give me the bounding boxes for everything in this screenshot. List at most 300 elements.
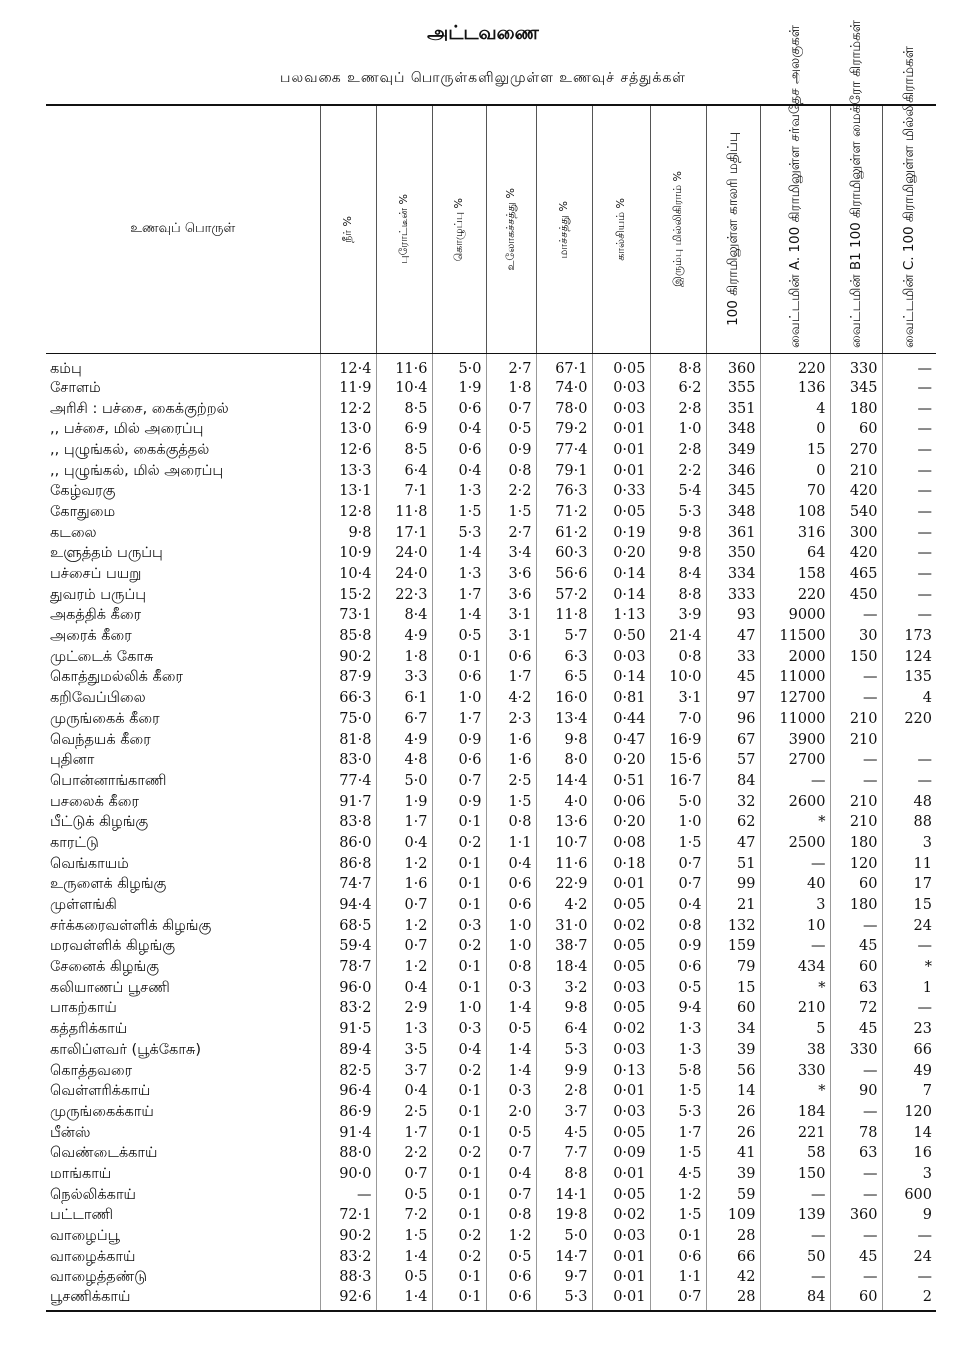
table-row xyxy=(46,998,936,1019)
value-cell: 0·1 xyxy=(432,1164,486,1185)
value-cell: 45 xyxy=(706,667,760,688)
value-cell: 16·0 xyxy=(536,688,592,709)
value-cell: 0·1 xyxy=(432,1205,486,1226)
value-cell: 18·4 xyxy=(536,957,592,978)
value-cell: 0·8 xyxy=(486,957,536,978)
value-cell: 1·6 xyxy=(486,750,536,771)
value-cell: 0·6 xyxy=(432,440,486,461)
value-cell: 14·4 xyxy=(536,771,592,792)
food-name-cell: கோதுமை xyxy=(50,503,116,520)
food-name-cell: கம்பு xyxy=(50,360,82,377)
value-cell: 159 xyxy=(706,936,760,957)
food-name-cell: கொத்துமல்லிக் கீரை xyxy=(50,669,183,686)
value-cell: 220 xyxy=(760,353,830,378)
value-cell: 62 xyxy=(706,812,760,833)
value-cell: 11·6 xyxy=(536,853,592,874)
food-name-cell: கேழ்வரகு xyxy=(50,483,116,500)
minerals-column-header xyxy=(486,105,536,353)
value-cell: 8·5 xyxy=(376,398,432,419)
value-cell: 7 xyxy=(882,1081,936,1102)
value-cell: 136 xyxy=(760,378,830,399)
fat-column-header xyxy=(432,105,486,353)
header-row xyxy=(46,105,936,353)
value-cell: 1·3 xyxy=(432,564,486,585)
value-cell: 0·6 xyxy=(486,1288,536,1311)
value-cell: 91·7 xyxy=(320,791,376,812)
value-cell: 0·01 xyxy=(592,874,650,895)
value-cell: 180 xyxy=(830,895,882,916)
table-row xyxy=(46,1019,936,1040)
value-cell: 0·3 xyxy=(432,1019,486,1040)
value-cell: 1·3 xyxy=(650,1040,706,1061)
value-cell: 97 xyxy=(706,688,760,709)
value-cell: 0·02 xyxy=(592,1019,650,1040)
table-row xyxy=(46,812,936,833)
value-cell: 0·19 xyxy=(592,522,650,543)
value-cell: 60·3 xyxy=(536,543,592,564)
value-cell: 91·5 xyxy=(320,1019,376,1040)
column-header-label: உலோகச்சத்து % xyxy=(504,187,518,271)
value-cell: 7·1 xyxy=(376,481,432,502)
value-cell: 150 xyxy=(830,646,882,667)
value-cell: 48 xyxy=(882,791,936,812)
value-cell: 10·9 xyxy=(320,543,376,564)
value-cell: 28 xyxy=(706,1288,760,1311)
value-cell: 1·0 xyxy=(650,419,706,440)
value-cell: 0·4 xyxy=(650,895,706,916)
food-name-cell: கடலை xyxy=(50,524,97,541)
value-cell: 88·3 xyxy=(320,1267,376,1288)
value-cell: 1·9 xyxy=(376,791,432,812)
value-cell: 0·05 xyxy=(592,936,650,957)
value-cell: 13·1 xyxy=(320,481,376,502)
value-cell: 0·6 xyxy=(650,957,706,978)
food-name-cell: ,, புழுங்கல், மில் அரைப்பு xyxy=(50,462,224,479)
table-row xyxy=(46,688,936,709)
food-name-cell: முருங்கைக் கீரை xyxy=(50,710,160,727)
value-cell: 2·8 xyxy=(536,1081,592,1102)
value-cell: 15·6 xyxy=(650,750,706,771)
table-row xyxy=(46,1060,936,1081)
value-cell: 8·8 xyxy=(650,584,706,605)
value-cell: 420 xyxy=(830,481,882,502)
value-cell: 120 xyxy=(882,1102,936,1123)
value-cell: 14·7 xyxy=(536,1246,592,1267)
value-cell: 0·5 xyxy=(376,1184,432,1205)
column-header-label: வைட்டமின் C. 100 கிராமிலுள்ள மில்லிகிராம்கள் xyxy=(900,46,917,349)
value-cell: 45 xyxy=(830,936,882,957)
value-cell: 4 xyxy=(760,398,830,419)
value-cell: 1·0 xyxy=(432,998,486,1019)
value-cell: 1·7 xyxy=(376,1122,432,1143)
value-cell: 1·2 xyxy=(650,1184,706,1205)
value-cell: 0·03 xyxy=(592,646,650,667)
table-row xyxy=(46,874,936,895)
value-cell: 3·5 xyxy=(376,1040,432,1061)
value-cell: 0·8 xyxy=(486,460,536,481)
value-cell: — xyxy=(830,1267,882,1288)
value-cell: 4·2 xyxy=(536,895,592,916)
value-cell: 4·5 xyxy=(650,1164,706,1185)
value-cell: 74·0 xyxy=(536,378,592,399)
value-cell: 1·2 xyxy=(486,1226,536,1247)
value-cell: 24 xyxy=(882,1246,936,1267)
value-cell: 360 xyxy=(706,353,760,378)
food-name-cell: வாழைத்தண்டு xyxy=(50,1269,148,1286)
food-name-cell: முட்டைக் கோசு xyxy=(50,648,154,665)
value-cell: 0·1 xyxy=(432,977,486,998)
value-cell: * xyxy=(760,977,830,998)
value-cell: 3·1 xyxy=(650,688,706,709)
value-cell: 79 xyxy=(706,957,760,978)
value-cell: 3·7 xyxy=(536,1102,592,1123)
table-row xyxy=(46,353,936,378)
column-header-label: கொழுப்பு % xyxy=(452,197,466,261)
value-cell: 1·5 xyxy=(376,1226,432,1247)
value-cell: 6·4 xyxy=(376,460,432,481)
value-cell: 66 xyxy=(882,1040,936,1061)
value-cell: 42 xyxy=(706,1267,760,1288)
value-cell: 68·5 xyxy=(320,915,376,936)
value-cell: 63 xyxy=(830,977,882,998)
vitamin-a-column-header xyxy=(760,25,830,353)
value-cell: 450 xyxy=(830,584,882,605)
value-cell: 5 xyxy=(760,1019,830,1040)
value-cell: 76·3 xyxy=(536,481,592,502)
table-row xyxy=(46,791,936,812)
value-cell: 88·0 xyxy=(320,1143,376,1164)
column-header-label: மாச்சத்து % xyxy=(557,200,571,258)
value-cell: 5·4 xyxy=(650,481,706,502)
table-row xyxy=(46,1246,936,1267)
value-cell: 60 xyxy=(830,419,882,440)
value-cell: 0·05 xyxy=(592,353,650,378)
value-cell: 0·6 xyxy=(486,646,536,667)
value-cell: 0·5 xyxy=(432,626,486,647)
value-cell: 81·8 xyxy=(320,729,376,750)
value-cell: 5·8 xyxy=(650,1060,706,1081)
value-cell: 0·09 xyxy=(592,1143,650,1164)
value-cell: 0·7 xyxy=(650,1288,706,1311)
food-name-cell: சோளம் xyxy=(50,379,101,396)
value-cell: 0·18 xyxy=(592,853,650,874)
value-cell: 330 xyxy=(830,1040,882,1061)
table-row xyxy=(46,522,936,543)
value-cell: 1·4 xyxy=(432,605,486,626)
value-cell: 77·4 xyxy=(536,440,592,461)
value-cell: 9·8 xyxy=(536,998,592,1019)
value-cell: 10·4 xyxy=(320,564,376,585)
value-cell: 0·6 xyxy=(486,895,536,916)
value-cell: 0·1 xyxy=(432,1267,486,1288)
value-cell: 3900 xyxy=(760,729,830,750)
value-cell: 5·0 xyxy=(432,353,486,378)
value-cell: 1·2 xyxy=(376,957,432,978)
value-cell: 93 xyxy=(706,605,760,626)
value-cell: 0·02 xyxy=(592,1205,650,1226)
value-cell: 8·5 xyxy=(376,440,432,461)
value-cell: 0·01 xyxy=(592,440,650,461)
value-cell: 2 xyxy=(882,1288,936,1311)
value-cell: 77·4 xyxy=(320,771,376,792)
value-cell: 1·13 xyxy=(592,605,650,626)
value-cell: 2·2 xyxy=(650,460,706,481)
value-cell: 135 xyxy=(882,667,936,688)
value-cell: 1·0 xyxy=(432,688,486,709)
value-cell: 0·50 xyxy=(592,626,650,647)
value-cell: 60 xyxy=(706,998,760,1019)
value-cell: 2·7 xyxy=(486,353,536,378)
value-cell: 4·2 xyxy=(486,688,536,709)
value-cell: 6·3 xyxy=(536,646,592,667)
value-cell: 57 xyxy=(706,750,760,771)
value-cell: 180 xyxy=(830,833,882,854)
food-name-cell: பூசணிக்காய் xyxy=(46,1288,320,1311)
table-row xyxy=(46,1122,936,1143)
value-cell: 6·9 xyxy=(376,419,432,440)
value-cell: 0·8 xyxy=(650,915,706,936)
value-cell: — xyxy=(882,398,936,419)
table-row xyxy=(46,1102,936,1123)
column-header-label: இரும்பு மில்லிகிராம் % xyxy=(671,171,685,288)
value-cell: — xyxy=(882,543,936,564)
value-cell: 0·8 xyxy=(486,812,536,833)
value-cell: 0·1 xyxy=(432,1184,486,1205)
value-cell: 2·8 xyxy=(650,440,706,461)
value-cell: 0·05 xyxy=(592,1184,650,1205)
value-cell: 0·2 xyxy=(432,1246,486,1267)
value-cell: 0·8 xyxy=(650,646,706,667)
value-cell: 41 xyxy=(706,1143,760,1164)
value-cell: 1·7 xyxy=(486,667,536,688)
water-column-header xyxy=(320,105,376,353)
value-cell: 0·03 xyxy=(592,1040,650,1061)
value-cell: 10 xyxy=(760,915,830,936)
value-cell: 12·4 xyxy=(320,353,376,378)
value-cell: 348 xyxy=(706,502,760,523)
food-name-cell: முருங்கைக்காய் xyxy=(50,1103,154,1120)
value-cell: 89·4 xyxy=(320,1040,376,1061)
value-cell: 92·6 xyxy=(320,1288,376,1311)
value-cell: 91·4 xyxy=(320,1122,376,1143)
value-cell: 3·1 xyxy=(486,626,536,647)
value-cell: — xyxy=(882,998,936,1019)
value-cell: — xyxy=(882,502,936,523)
value-cell: 57·2 xyxy=(536,584,592,605)
value-cell: 5·0 xyxy=(650,791,706,812)
value-cell: 78·7 xyxy=(320,957,376,978)
value-cell: 6·7 xyxy=(376,709,432,730)
value-cell: 12·8 xyxy=(320,502,376,523)
value-cell: 96·0 xyxy=(320,977,376,998)
value-cell: 0·05 xyxy=(592,998,650,1019)
value-cell: 1·5 xyxy=(650,833,706,854)
value-cell: 0·7 xyxy=(486,1143,536,1164)
value-cell: 72·1 xyxy=(320,1205,376,1226)
food-name-cell: கலியாணப் பூசணி xyxy=(50,979,170,996)
value-cell: 0·13 xyxy=(592,1060,650,1081)
food-name-cell: கொத்தவரை xyxy=(50,1062,133,1079)
value-cell: 2·3 xyxy=(486,709,536,730)
value-cell: 0·03 xyxy=(592,1102,650,1123)
value-cell: 5·3 xyxy=(650,1102,706,1123)
value-cell: 0·5 xyxy=(376,1267,432,1288)
value-cell: 88 xyxy=(882,812,936,833)
value-cell: — xyxy=(882,522,936,543)
value-cell: 58 xyxy=(760,1143,830,1164)
value-cell: 0·4 xyxy=(432,419,486,440)
value-cell: 0·1 xyxy=(432,1102,486,1123)
value-cell: 0·9 xyxy=(432,729,486,750)
value-cell: 24·0 xyxy=(376,564,432,585)
value-cell: 15 xyxy=(760,440,830,461)
value-cell: 59 xyxy=(706,1184,760,1205)
value-cell: 0·1 xyxy=(432,812,486,833)
value-cell: — xyxy=(760,936,830,957)
value-cell: 17·1 xyxy=(376,522,432,543)
value-cell: 12·2 xyxy=(320,398,376,419)
value-cell: — xyxy=(830,1102,882,1123)
value-cell: 4 xyxy=(882,688,936,709)
value-cell: 1·4 xyxy=(376,1288,432,1311)
value-cell: 346 xyxy=(706,460,760,481)
value-cell: 24 xyxy=(882,915,936,936)
value-cell: 0·1 xyxy=(650,1226,706,1247)
food-name-cell: சர்க்கரைவள்ளிக் கிழங்கு xyxy=(50,917,212,934)
table-row xyxy=(46,833,936,854)
table-row xyxy=(46,543,936,564)
table-row xyxy=(46,1184,936,1205)
table-row xyxy=(46,460,936,481)
value-cell: 6·4 xyxy=(536,1019,592,1040)
value-cell: 72 xyxy=(830,998,882,1019)
table-row xyxy=(46,895,936,916)
value-cell: 2700 xyxy=(760,750,830,771)
value-cell: 158 xyxy=(760,564,830,585)
value-cell: * xyxy=(882,957,936,978)
value-cell: — xyxy=(882,481,936,502)
value-cell: 1·1 xyxy=(486,833,536,854)
value-cell: 1·5 xyxy=(650,1143,706,1164)
value-cell: 0·20 xyxy=(592,750,650,771)
value-cell: 78·0 xyxy=(536,398,592,419)
value-cell: 0·03 xyxy=(592,398,650,419)
value-cell: 184 xyxy=(760,1102,830,1123)
value-cell: 3·7 xyxy=(376,1060,432,1081)
value-cell: 600 xyxy=(882,1184,936,1205)
value-cell: 2·5 xyxy=(486,771,536,792)
value-cell: 39 xyxy=(706,1040,760,1061)
value-cell: — xyxy=(882,584,936,605)
value-cell: — xyxy=(882,440,936,461)
table-row xyxy=(46,915,936,936)
value-cell: 1·3 xyxy=(432,481,486,502)
value-cell: — xyxy=(830,688,882,709)
table-row xyxy=(46,419,936,440)
value-cell: 40 xyxy=(760,874,830,895)
value-cell: 15 xyxy=(882,895,936,916)
value-cell: 210 xyxy=(830,729,882,750)
value-cell: 11·8 xyxy=(536,605,592,626)
value-cell: 90 xyxy=(830,1081,882,1102)
value-cell: 1·0 xyxy=(486,915,536,936)
value-cell: 270 xyxy=(830,440,882,461)
value-cell: 31·0 xyxy=(536,915,592,936)
value-cell: 38·7 xyxy=(536,936,592,957)
value-cell: 0·2 xyxy=(432,1226,486,1247)
table-row xyxy=(46,1205,936,1226)
table-row xyxy=(46,1143,936,1164)
food-name-cell: காலிப்ளவர் (பூக்கோசு) xyxy=(50,1041,202,1058)
value-cell: 8·4 xyxy=(376,605,432,626)
value-cell: 1·3 xyxy=(650,1019,706,1040)
value-cell: 5·3 xyxy=(432,522,486,543)
value-cell: — xyxy=(882,378,936,399)
value-cell: 60 xyxy=(830,874,882,895)
value-cell: 0·1 xyxy=(432,895,486,916)
value-cell: 1·5 xyxy=(432,502,486,523)
value-cell: 83·0 xyxy=(320,750,376,771)
value-cell: 348 xyxy=(706,419,760,440)
value-cell: 30 xyxy=(830,626,882,647)
food-name-cell: புதினா xyxy=(50,752,95,769)
value-cell: 70 xyxy=(760,481,830,502)
value-cell: 45 xyxy=(830,1019,882,1040)
value-cell: * xyxy=(760,1081,830,1102)
value-cell: 47 xyxy=(706,626,760,647)
value-cell: 355 xyxy=(706,378,760,399)
value-cell: 220 xyxy=(882,709,936,730)
value-cell: 11000 xyxy=(760,667,830,688)
value-cell: 96 xyxy=(706,709,760,730)
value-cell: 64 xyxy=(760,543,830,564)
table-row xyxy=(46,729,936,750)
value-cell: 0·02 xyxy=(592,915,650,936)
value-cell: 173 xyxy=(882,626,936,647)
value-cell: 9 xyxy=(882,1205,936,1226)
value-cell: 22·9 xyxy=(536,874,592,895)
calcium-column-header xyxy=(592,105,650,353)
value-cell: 7·2 xyxy=(376,1205,432,1226)
value-cell: 39 xyxy=(706,1164,760,1185)
value-cell: 0·4 xyxy=(376,1081,432,1102)
value-cell: 12700 xyxy=(760,688,830,709)
food-name-cell: அரிசி : பச்சை, கைக்குற்றல் xyxy=(50,400,229,417)
value-cell: 0·03 xyxy=(592,1226,650,1247)
column-header-label: வைட்டமின் A. 100 கிராமிலுள்ள சர்வதேச அலகுகள் xyxy=(786,25,803,349)
value-cell: 0·7 xyxy=(486,398,536,419)
value-cell: 11·8 xyxy=(376,502,432,523)
value-cell: — xyxy=(882,564,936,585)
value-cell: 0·01 xyxy=(592,1288,650,1311)
value-cell: 330 xyxy=(760,1060,830,1081)
value-cell: 3·3 xyxy=(376,667,432,688)
value-cell: 50 xyxy=(760,1246,830,1267)
value-cell: 0·7 xyxy=(650,874,706,895)
food-name-cell: வெந்தயக் கீரை xyxy=(50,731,151,748)
table-row xyxy=(46,957,936,978)
value-cell: 8·8 xyxy=(536,1164,592,1185)
value-cell: 0·01 xyxy=(592,1164,650,1185)
value-cell: 6·2 xyxy=(650,378,706,399)
value-cell: 13·6 xyxy=(536,812,592,833)
table-subtitle: பலவகை உணவுப் பொருள்களிலுமுள்ள உணவுச் சத்துக்கள் xyxy=(280,70,686,86)
value-cell: 2·9 xyxy=(376,998,432,1019)
value-cell: 1·4 xyxy=(486,1040,536,1061)
value-cell: 0·7 xyxy=(432,771,486,792)
value-cell: 34 xyxy=(706,1019,760,1040)
value-cell: 86·0 xyxy=(320,833,376,854)
